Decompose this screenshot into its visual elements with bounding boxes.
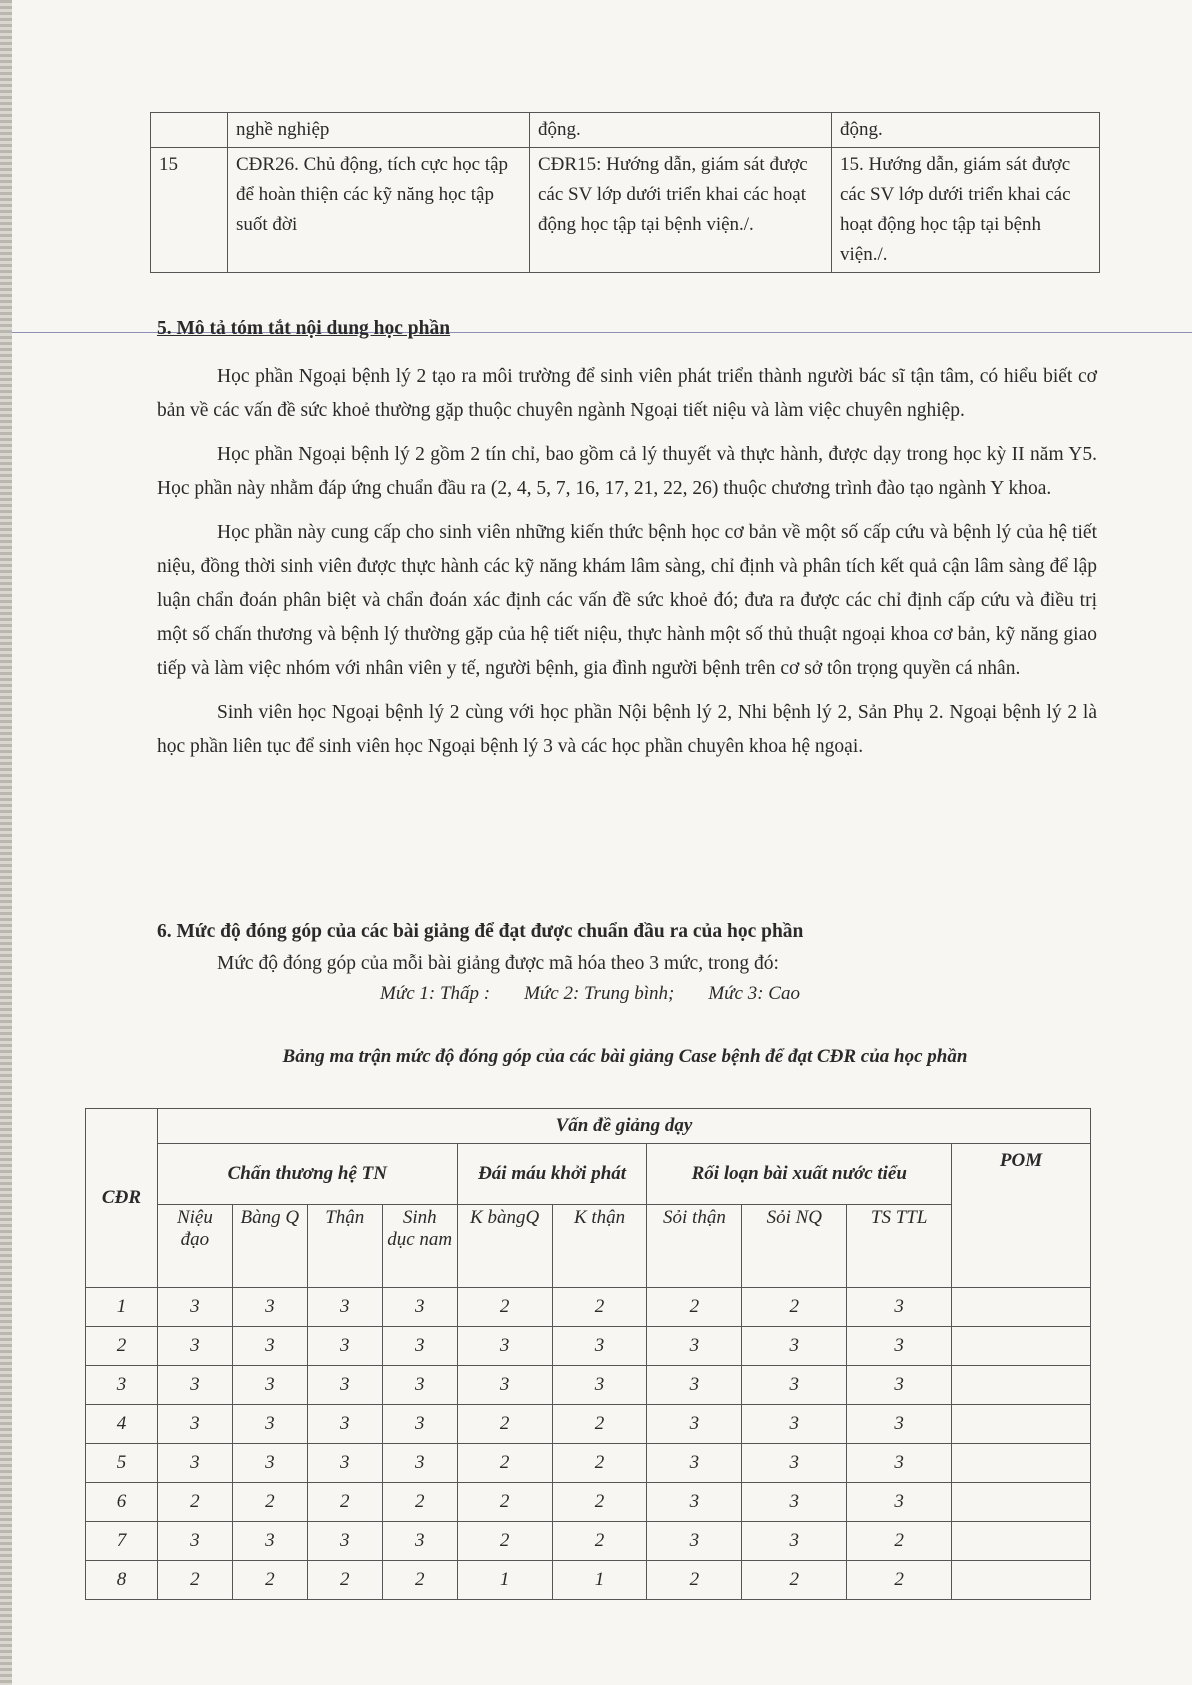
table-row [86,1366,1091,1405]
value-cell: 3 [847,1444,952,1483]
value-cell: 2 [307,1561,382,1600]
table-row [86,1561,1091,1600]
value-cell: 2 [552,1405,647,1444]
subheader-row [86,1205,1091,1288]
group-header: Đái máu khởi phát [457,1144,647,1205]
level-1: Mức 1: Thấp : [380,983,491,1004]
value-cell: 2 [382,1561,457,1600]
cdr-cell: 2 [86,1327,158,1366]
cell: nghề nghiệp [228,113,530,148]
value-cell: 3 [647,1405,742,1444]
cdr-cell: 5 [86,1444,158,1483]
value-cell: 3 [382,1327,457,1366]
cdr-cell: 6 [86,1483,158,1522]
value-cell: 2 [552,1288,647,1327]
row-number: 15 [151,148,228,273]
pom-cell [952,1366,1091,1405]
value-cell: 3 [847,1483,952,1522]
table-row [86,1405,1091,1444]
value-cell: 2 [552,1444,647,1483]
value-cell: 3 [457,1327,552,1366]
level-legend [380,983,800,1005]
value-cell: 2 [457,1444,552,1483]
outcomes-table [150,112,1100,273]
value-cell: 2 [157,1483,232,1522]
cell: CĐR15: Hướng dẫn, giám sát được các SV lớp dưới triển khai các hoạt động học tập tại bệnh viện./. [530,148,832,273]
paragraph: Học phần này cung cấp cho sinh viên những kiến thức bệnh học cơ bản về một số cấp cứu và bệnh lý của hệ tiết niệu, đồng thời sinh viên được thực hành các kỹ năng khám lâm sàng, chỉ định và phân tích kết quả cận lâm sàng để lập luận chẩn đoán phân biệt và chẩn đoán xác định các vấn đề sức khoẻ đó; đưa ra được các chỉ định cấp cứu và điều trị một số chấn thương và bệnh lý thường gặp của hệ tiết niệu, thực hành một số thủ thuật ngoại khoa cơ bản, kỹ năng giao tiếp và làm việc nhóm với nhân viên y tế, người bệnh, gia đình người bệnh trên cơ sở tôn trọng quyền cá nhân. [157,522,1097,679]
pom-cell [952,1288,1091,1327]
subheader: Bàng Q [232,1205,307,1288]
value-cell: 1 [457,1561,552,1600]
header-row [86,1109,1091,1144]
value-cell: 3 [232,1522,307,1561]
value-cell: 3 [742,1405,847,1444]
value-cell: 3 [647,1444,742,1483]
value-cell: 3 [232,1366,307,1405]
subheader: Thận [307,1205,382,1288]
value-cell: 2 [647,1288,742,1327]
value-cell: 3 [307,1405,382,1444]
group-header: Rối loạn bài xuất nước tiểu [647,1144,952,1205]
value-cell: 3 [307,1444,382,1483]
value-cell: 3 [307,1366,382,1405]
value-cell: 2 [457,1522,552,1561]
value-cell: 3 [847,1405,952,1444]
value-cell: 3 [157,1444,232,1483]
section-5 [157,312,1097,764]
table-row [151,113,1100,148]
value-cell: 3 [382,1366,457,1405]
topic-header: Vấn đề giảng dạy [157,1109,1090,1144]
cell: động. [832,113,1100,148]
level-3: Mức 3: Cao [708,983,800,1004]
cdr-cell: 1 [86,1288,158,1327]
value-cell: 3 [232,1288,307,1327]
value-cell: 3 [647,1327,742,1366]
subheader: K thận [552,1205,647,1288]
value-cell: 3 [157,1327,232,1366]
value-cell: 3 [647,1483,742,1522]
value-cell: 2 [457,1405,552,1444]
table-row [86,1444,1091,1483]
value-cell: 3 [157,1522,232,1561]
value-cell: 3 [742,1522,847,1561]
subheader: TS TTL [847,1205,952,1288]
matrix-body [86,1288,1091,1600]
pom-cell [952,1561,1091,1600]
value-cell: 2 [647,1561,742,1600]
cell: CĐR26. Chủ động, tích cực học tập để hoàn thiện các kỹ năng học tập suốt đời [228,148,530,273]
value-cell: 2 [742,1288,847,1327]
table-row [86,1327,1091,1366]
subheader: Sinh dục nam [382,1205,457,1288]
table-row [86,1483,1091,1522]
value-cell: 3 [157,1366,232,1405]
subheader: Sỏi NQ [742,1205,847,1288]
value-cell: 3 [552,1366,647,1405]
section-6 [157,915,1097,979]
group-header: Chấn thương hệ TN [157,1144,457,1205]
level-2: Mức 2: Trung bình; [524,983,675,1004]
value-cell: 3 [307,1327,382,1366]
value-cell: 1 [552,1561,647,1600]
table-row [151,148,1100,273]
value-cell: 3 [847,1366,952,1405]
value-cell: 3 [742,1327,847,1366]
value-cell: 3 [307,1522,382,1561]
paragraph: Sinh viên học Ngoại bệnh lý 2 cùng với học phần Nội bệnh lý 2, Nhi bệnh lý 2, Sản Phụ 2. Ngoại bệnh lý 2 là học phần liên tục để sinh viên học Ngoại bệnh lý 3 và các học phần chuyên khoa hệ ngoại. [157,702,1097,757]
subheader: Sỏi thận [647,1205,742,1288]
value-cell: 3 [232,1444,307,1483]
value-cell: 3 [742,1366,847,1405]
value-cell: 2 [307,1483,382,1522]
value-cell: 2 [552,1522,647,1561]
row-number [151,113,228,148]
table-caption: Bảng ma trận mức độ đóng góp của các bài giảng Case bệnh để đạt CĐR của học phần [282,1046,968,1067]
value-cell: 3 [847,1288,952,1327]
value-cell: 3 [847,1327,952,1366]
value-cell: 2 [552,1483,647,1522]
value-cell: 3 [232,1327,307,1366]
contribution-matrix [85,1108,1091,1600]
pom-cell [952,1327,1091,1366]
cdr-header: CĐR [86,1109,158,1288]
subheader: K bàngQ [457,1205,552,1288]
value-cell: 3 [157,1288,232,1327]
table-row [86,1522,1091,1561]
scan-edge [0,0,12,1685]
value-cell: 2 [157,1561,232,1600]
value-cell: 3 [742,1444,847,1483]
subheader: Niệu đạo [157,1205,232,1288]
paragraph: Học phần Ngoại bệnh lý 2 gồm 2 tín chỉ, bao gồm cả lý thuyết và thực hành, được dạy trong học kỳ II năm Y5. Học phần này nhằm đáp ứng chuẩn đầu ra (2, 4, 5, 7, 16, 17, 21, 22, 26) thuộc chương trình đào tạo ngành Y khoa. [157,444,1097,499]
pom-cell [952,1444,1091,1483]
value-cell: 2 [742,1561,847,1600]
cdr-cell: 3 [86,1366,158,1405]
section-heading: 5. Mô tả tóm tắt nội dung học phần [157,318,451,339]
cdr-cell: 8 [86,1561,158,1600]
value-cell: 3 [382,1444,457,1483]
value-cell: 2 [847,1561,952,1600]
value-cell: 3 [647,1522,742,1561]
value-cell: 3 [647,1366,742,1405]
cell: động. [530,113,832,148]
value-cell: 3 [307,1288,382,1327]
value-cell: 3 [382,1522,457,1561]
value-cell: 2 [232,1483,307,1522]
value-cell: 2 [382,1483,457,1522]
pom-header: POM [952,1144,1091,1288]
value-cell: 2 [847,1522,952,1561]
value-cell: 3 [157,1405,232,1444]
value-cell: 3 [457,1366,552,1405]
header-row [86,1144,1091,1205]
value-cell: 3 [552,1327,647,1366]
table-row [86,1288,1091,1327]
pom-cell [952,1483,1091,1522]
intro-text: Mức độ đóng góp của mỗi bài giảng được mã hóa theo 3 mức, trong đó: [217,953,779,974]
pom-cell [952,1405,1091,1444]
cell: 15. Hướng dẫn, giám sát được các SV lớp dưới triển khai các hoạt động học tập tại bệnh viện./. [832,148,1100,273]
value-cell: 2 [457,1483,552,1522]
value-cell: 2 [232,1561,307,1600]
value-cell: 3 [382,1288,457,1327]
value-cell: 3 [382,1405,457,1444]
paragraph: Học phần Ngoại bệnh lý 2 tạo ra môi trường để sinh viên phát triển thành người bác sĩ tận tâm, có hiểu biết cơ bản về các vấn đề sức khoẻ thường gặp thuộc chuyên ngành Ngoại tiết niệu và làm việc chuyên nghiệp. [157,366,1097,421]
section-heading: 6. Mức độ đóng góp của các bài giảng để đạt được chuẩn đầu ra của học phần [157,921,804,942]
cdr-cell: 7 [86,1522,158,1561]
value-cell: 2 [457,1288,552,1327]
value-cell: 3 [742,1483,847,1522]
pom-cell [952,1522,1091,1561]
value-cell: 3 [232,1405,307,1444]
cdr-cell: 4 [86,1405,158,1444]
